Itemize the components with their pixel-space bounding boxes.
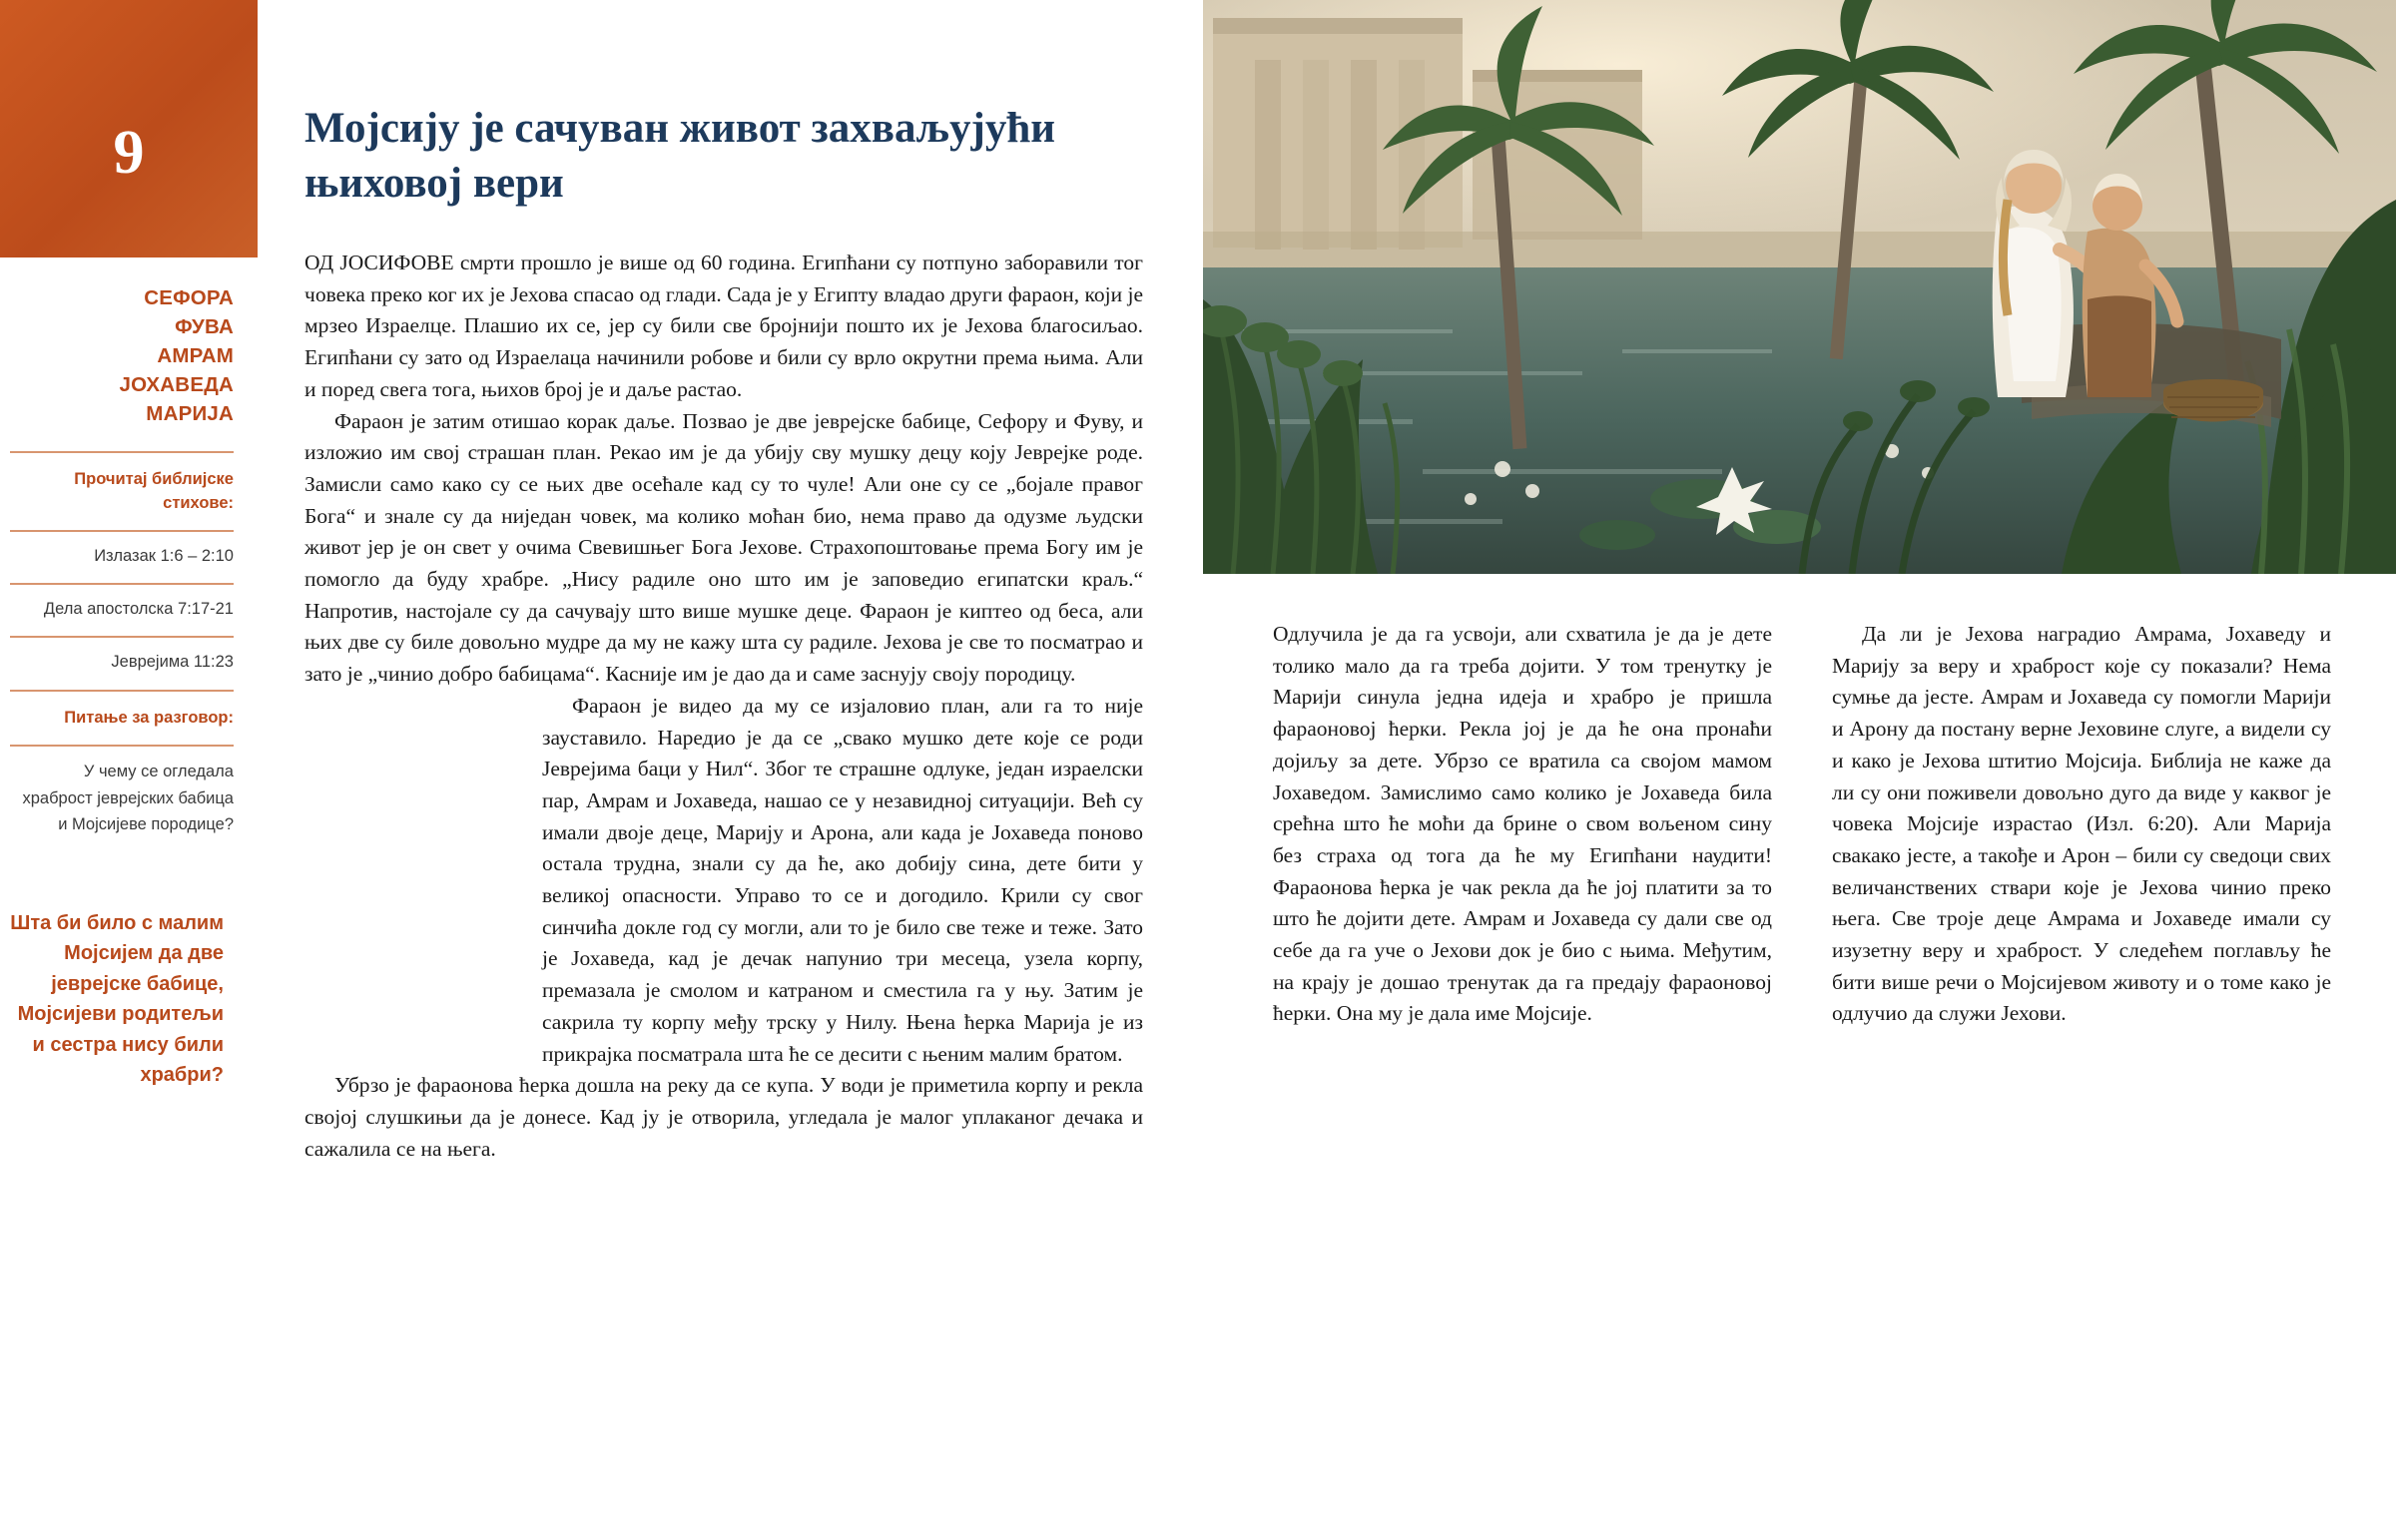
discussion-question-text: У чему се огледала храброст јеврејских бабица и Мојсијеве породице? xyxy=(22,763,234,834)
scripture-reference[interactable]: Јеврејима 11:23 xyxy=(111,652,234,671)
illustration-artwork xyxy=(1203,0,2396,574)
chapter-illustration xyxy=(1203,0,2396,574)
discussion-question-heading: Питање за разговор: xyxy=(64,709,234,728)
scripture-reference[interactable]: Дела апостолска 7:17-21 xyxy=(43,599,234,618)
character-name: МАРИЈА xyxy=(146,402,234,426)
character-name: ЈОХАВЕДА xyxy=(119,373,234,397)
paragraph: Фараон је видео да му се изјаловио план, али га то није зауставило. Наредио је да се „свако мушко дете које се роди Јеврејима баци у Нил“. Због те страшне одлуке, један израелски пар, Амрам и Јохаведа, нашао се у незавидној ситуацији. Већ су имали двоје деце, Марију и Арона, али када је Јохаведа поново остала трудна, знали су да ће, ако добију сина, дете бити у великој опасности. Управо то се и догодило. Крили су свог синчића докле год су могли, али то је било све теже и теже. Зато је Јохаведа, кад је дечак напунио три месеца, узела корпу, премазала је смолом и катраном и сместила га у њу. Затим је сакрила ту корпу међу трску у Нилу. Њена ћерка Марија је из прикрајка посматрала шта ће се десити с њеним малим братом. xyxy=(542,693,1143,1066)
paragraph: Убрзо је фараонова ћерка дошла на реку да се купа. У води је приметила корпу и рекла својој слушкињи да је донесе. Кад ју је отворила, угледала је малог уплаканог дечака и сажалила се на њега. xyxy=(304,1073,1143,1161)
read-scriptures-heading: Прочитај библијске стихове: xyxy=(74,469,234,513)
chapter-number: 9 xyxy=(113,119,145,187)
character-name: ФУВА xyxy=(175,315,234,339)
paragraph: Да ли је Јехова наградио Амрама, Јохаведу и Марију за веру и храброст које су показали? Нема сумње да јесте. Амрам и Јохаведа су помогли Марији и Арону да постану верне Јеховине слуге, а видели су и како је Јехова штитио Мојсија. Библија не каже да ли су они поживели довољно дуго да виде у каквог је човека Мојсије израстао (Изл. 6:20). Али Марија свакако јесте, а такође и Арон – били су сведоци свих величанствених ствари које је Јехова чинио преко њега. Све троје деце Амрама и Јохаведе имали су изузетну веру и храброст. У следећем поглављу ће бити више речи о Мојсијевом животу и о томе како је одлучио да служи Јехови. xyxy=(1832,622,2331,1026)
scripture-reference[interactable]: Излазак 1:6 – 2:10 xyxy=(94,547,234,566)
character-name: СЕФОРА xyxy=(144,286,234,309)
chapter-badge xyxy=(0,0,258,257)
paragraph: ОД ЈОСИФОВЕ смрти прошло је више од 60 година. Египћани су потпуно заборавили тог човека преко ког их је Јехова спасао од глади. Сада је у Египту владао други фараон, који је мрзео Израелце. Плашио их се, јер су били све бројнији пошто их је Јехова благосиљао. Египћани су зато од Израелаца начинили робове и били су врло окрутни према њима. Али и поред свега тога, њихов број је и даље растао. xyxy=(304,251,1143,401)
character-names xyxy=(0,257,258,429)
article-body-left xyxy=(304,248,1143,1165)
page-title: Мојсију је сачуван живот захваљујући њиховој вери xyxy=(304,104,1056,207)
article-body-right xyxy=(1273,619,2331,1030)
sidebar xyxy=(0,257,258,838)
pull-quote: Шта би било с малим Мојсијем да две јеврејске бабице, Мојсијеви родитељи и сестра нису били храбри? xyxy=(10,912,224,1086)
paragraph: Фараон је затим отишао корак даље. Позвао је две јеврејске бабице, Сефору и Фуву, и изложио им свој страшан план. Рекао им је да убију сву мушку децу коју Јеврејке роде. Замисли само како су се њих две осећале кад су то чуле! Али оне су се „бојале правог Бога“ и знале су да ниједан човек, ма колико моћан био, нема право да одузме људски живот јер је он свет у очима Свевишњег Бога Јехове. Страхопоштовање према Богу им је помогло да буду храбре. „Нису радиле оно што им је заповедио египатски краљ.“ Напротив, настојале су да сачувају што више мушке деце. Фараон је киптео од беса, али њих две су биле довољно мудре да му не кажу шта су радиле. Јехова је све то посматрао и зато је „чинио добро бабицама“. Касније им је дао да и саме заснују своју породицу. xyxy=(304,408,1143,687)
character-name: АМРАМ xyxy=(157,344,234,368)
paragraph: Одлучила је да га усвоји, али схватила је да је дете толико мало да га треба дојити. У том тренутку је Марији синула једна идеја и храбро је пришла фараоновој ћерки. Рекла јој је да ће она пронаћи дојиљу за дете. Убрзо се вратила са својом мамом Јохаведом. Замислимо само колико је Јохаведа била срећна што ће моћи да брине о свом вољеном сину без страха од тога да ће му Египћани наудити! Фараонова ћерка је чак рекла да ће јој платити за то што ће дојити дете. Амрам и Јохаведа су дали све од себе да га уче о Јехови док је био с њима. Међутим, на крају је дошао тренутак да га предају фараоновој ћерки. Она му је дала име Мојсије. xyxy=(1273,622,1772,1026)
